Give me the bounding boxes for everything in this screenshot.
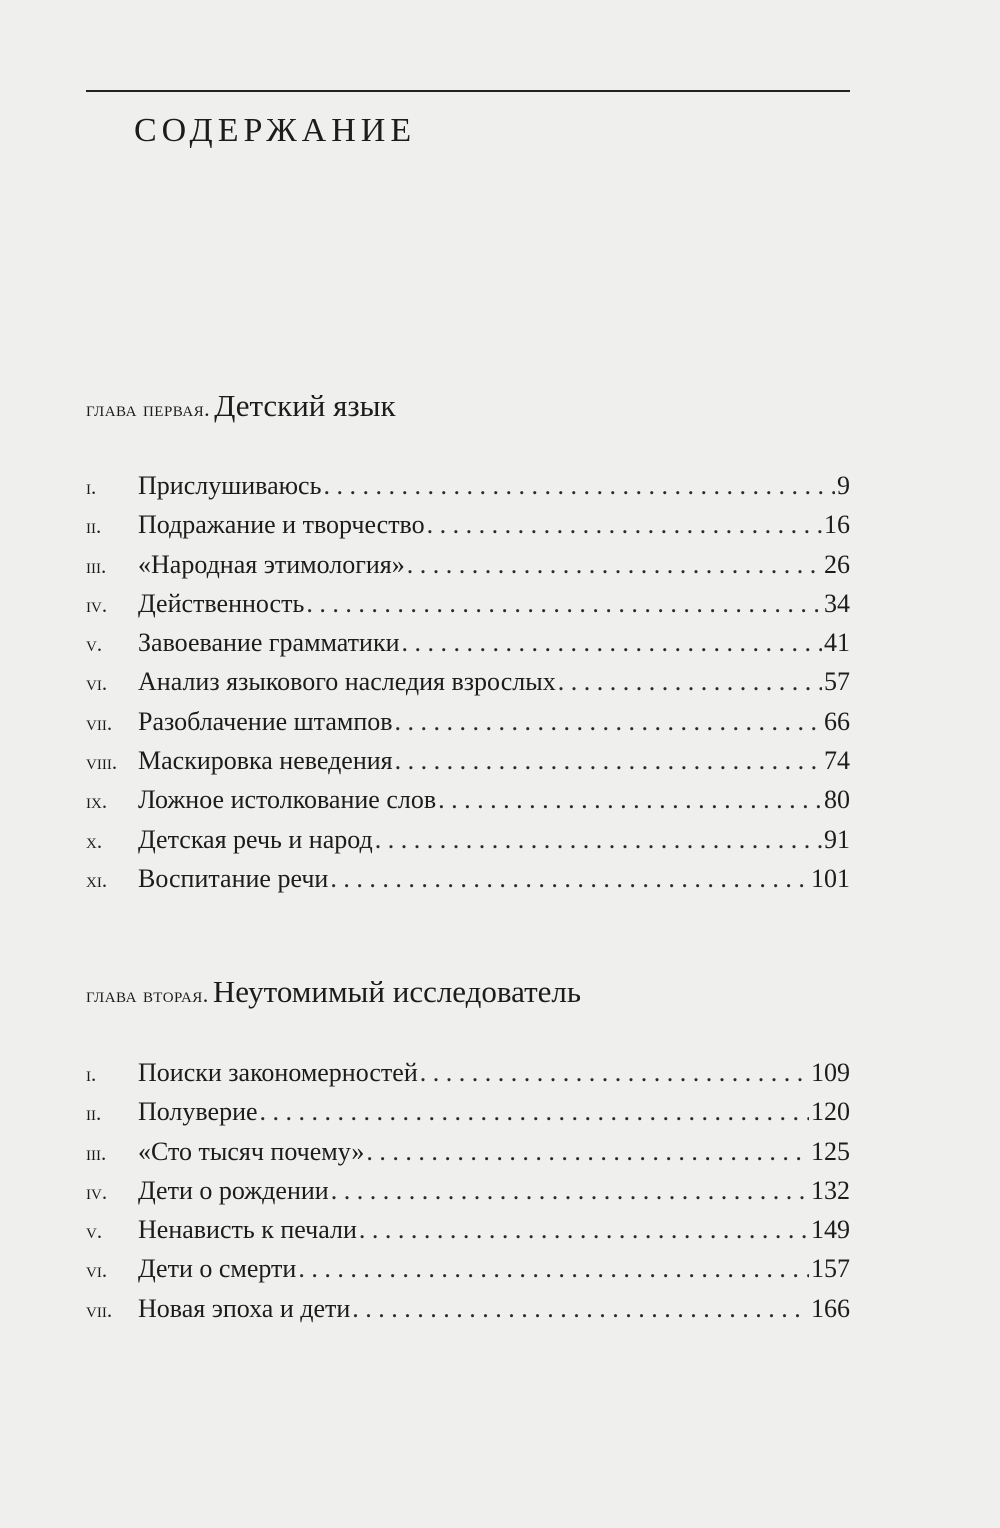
toc-entry-page-number: 166 <box>811 1293 850 1323</box>
toc-entry <box>86 1092 850 1131</box>
toc-entry-number: i. <box>86 475 97 499</box>
toc-entry <box>86 1171 850 1210</box>
dot-leader <box>395 741 822 780</box>
dot-leader <box>558 662 822 701</box>
toc-entry-title: Подражание и творчество <box>138 510 425 540</box>
chapter-heading <box>86 972 581 1018</box>
toc-entry-page-number: 74 <box>824 746 850 776</box>
toc-entry-page-number: 157 <box>811 1254 850 1284</box>
toc-entry-number: ix. <box>86 789 108 814</box>
dot-leader <box>330 859 809 898</box>
toc-entry <box>86 466 850 505</box>
toc-entry <box>86 1289 850 1328</box>
toc-entry-number: v. <box>86 1219 103 1244</box>
toc-entry <box>86 859 850 898</box>
toc-entry-page-number: 34 <box>824 588 850 618</box>
toc-list <box>86 1053 850 1328</box>
toc-list <box>86 466 850 898</box>
dot-leader <box>366 1132 809 1171</box>
toc-entry-number: vii. <box>86 1297 113 1322</box>
toc-entry <box>86 741 850 780</box>
dot-leader <box>359 1210 809 1249</box>
toc-entry <box>86 662 850 701</box>
toc-entry-number: vi. <box>86 1258 108 1283</box>
chapter-heading <box>86 386 396 432</box>
toc-entry-title: Воспитание речи <box>138 863 329 893</box>
dot-leader <box>298 1249 809 1288</box>
chapter-label: глава первая. <box>86 396 211 421</box>
toc-entry-page-number: 66 <box>824 706 850 736</box>
toc-entry-title: Новая эпоха и дети <box>138 1293 351 1323</box>
toc-entry-number: ii. <box>86 514 102 539</box>
toc-entry-page-number: 101 <box>811 863 850 893</box>
toc-entry-title: Завоевание грамматики <box>138 628 400 658</box>
toc-entry-number: iii. <box>86 1140 107 1165</box>
chapter-title: Неутомимый исследователь <box>212 974 582 1009</box>
toc-entry <box>86 780 850 819</box>
toc-entry-page-number: 16 <box>824 510 850 540</box>
page-title: СОДЕРЖАНИЕ <box>134 112 417 149</box>
dot-leader <box>331 1171 809 1210</box>
toc-entry-title: Действенность <box>138 588 305 618</box>
dot-leader <box>375 820 822 859</box>
toc-entry-number: iii. <box>86 553 107 578</box>
dot-leader <box>323 466 835 505</box>
toc-entry-title: Маскировка неведения <box>138 746 393 776</box>
toc-entry-title: «Сто тысяч почему» <box>138 1136 365 1166</box>
toc-entry-page-number: 80 <box>824 785 850 815</box>
toc-entry-number: iv. <box>86 592 108 617</box>
toc-entry-page-number: 41 <box>824 628 850 658</box>
toc-entry-page-number: 57 <box>824 667 850 697</box>
dot-leader <box>438 780 822 819</box>
toc-entry-number: viii. <box>86 750 118 775</box>
toc-entry <box>86 584 850 623</box>
toc-entry-number: i. <box>86 1062 97 1086</box>
dot-leader <box>352 1289 809 1328</box>
chapter-label: глава вторая. <box>86 982 209 1007</box>
dot-leader <box>395 702 822 741</box>
chapter-title: Детский язык <box>214 388 396 423</box>
toc-entry-number: vi. <box>86 671 108 696</box>
toc-entry <box>86 505 850 544</box>
toc-entry-page-number: 132 <box>811 1175 850 1205</box>
toc-entry-title: Детская речь и народ <box>138 824 373 854</box>
toc-entry-page-number: 91 <box>824 824 850 854</box>
dot-leader <box>402 623 823 662</box>
toc-entry-page-number: 125 <box>811 1136 850 1166</box>
toc-entry-page-number: 109 <box>811 1058 850 1087</box>
toc-entry-number: x. <box>86 828 103 853</box>
toc-entry-title: Дети о рождении <box>138 1175 329 1205</box>
toc-entry-number: iv. <box>86 1179 108 1204</box>
toc-entry-title: Анализ языкового наследия взрослых <box>138 667 556 697</box>
toc-entry-title: Разоблачение штампов <box>138 706 393 736</box>
toc-entry-title: Прислушиваюсь <box>138 471 322 500</box>
toc-entry-page-number: 26 <box>824 549 850 579</box>
toc-entry-title: Поиски закономерностей <box>138 1058 418 1087</box>
toc-entry-title: Ненависть к печали <box>138 1215 357 1245</box>
toc-entry-title: Дети о смерти <box>138 1254 297 1284</box>
toc-entry-page-number: 120 <box>811 1097 850 1127</box>
dot-leader <box>420 1053 809 1092</box>
toc-entry <box>86 820 850 859</box>
toc-entry-number: ii. <box>86 1101 102 1126</box>
toc-entry-title: Ложное истолкование слов <box>138 785 437 815</box>
toc-entry <box>86 1249 850 1288</box>
toc-entry-title: «Народная этимология» <box>138 549 405 579</box>
toc-entry <box>86 1132 850 1171</box>
toc-entry-title: Полуверие <box>138 1097 258 1127</box>
toc-entry-page-number: 9 <box>837 471 850 500</box>
toc-entry <box>86 623 850 662</box>
toc-entry-number: xi. <box>86 867 108 892</box>
toc-entry <box>86 702 850 741</box>
toc-entry <box>86 1210 850 1249</box>
toc-entry-page-number: 149 <box>811 1215 850 1245</box>
header-rule <box>86 90 850 92</box>
toc-entry <box>86 1053 850 1092</box>
dot-leader <box>260 1092 809 1131</box>
toc-entry <box>86 545 850 584</box>
dot-leader <box>306 584 822 623</box>
toc-entry-number: vii. <box>86 710 113 735</box>
toc-entry-number: v. <box>86 632 103 657</box>
dot-leader <box>427 505 822 544</box>
dot-leader <box>407 545 822 584</box>
